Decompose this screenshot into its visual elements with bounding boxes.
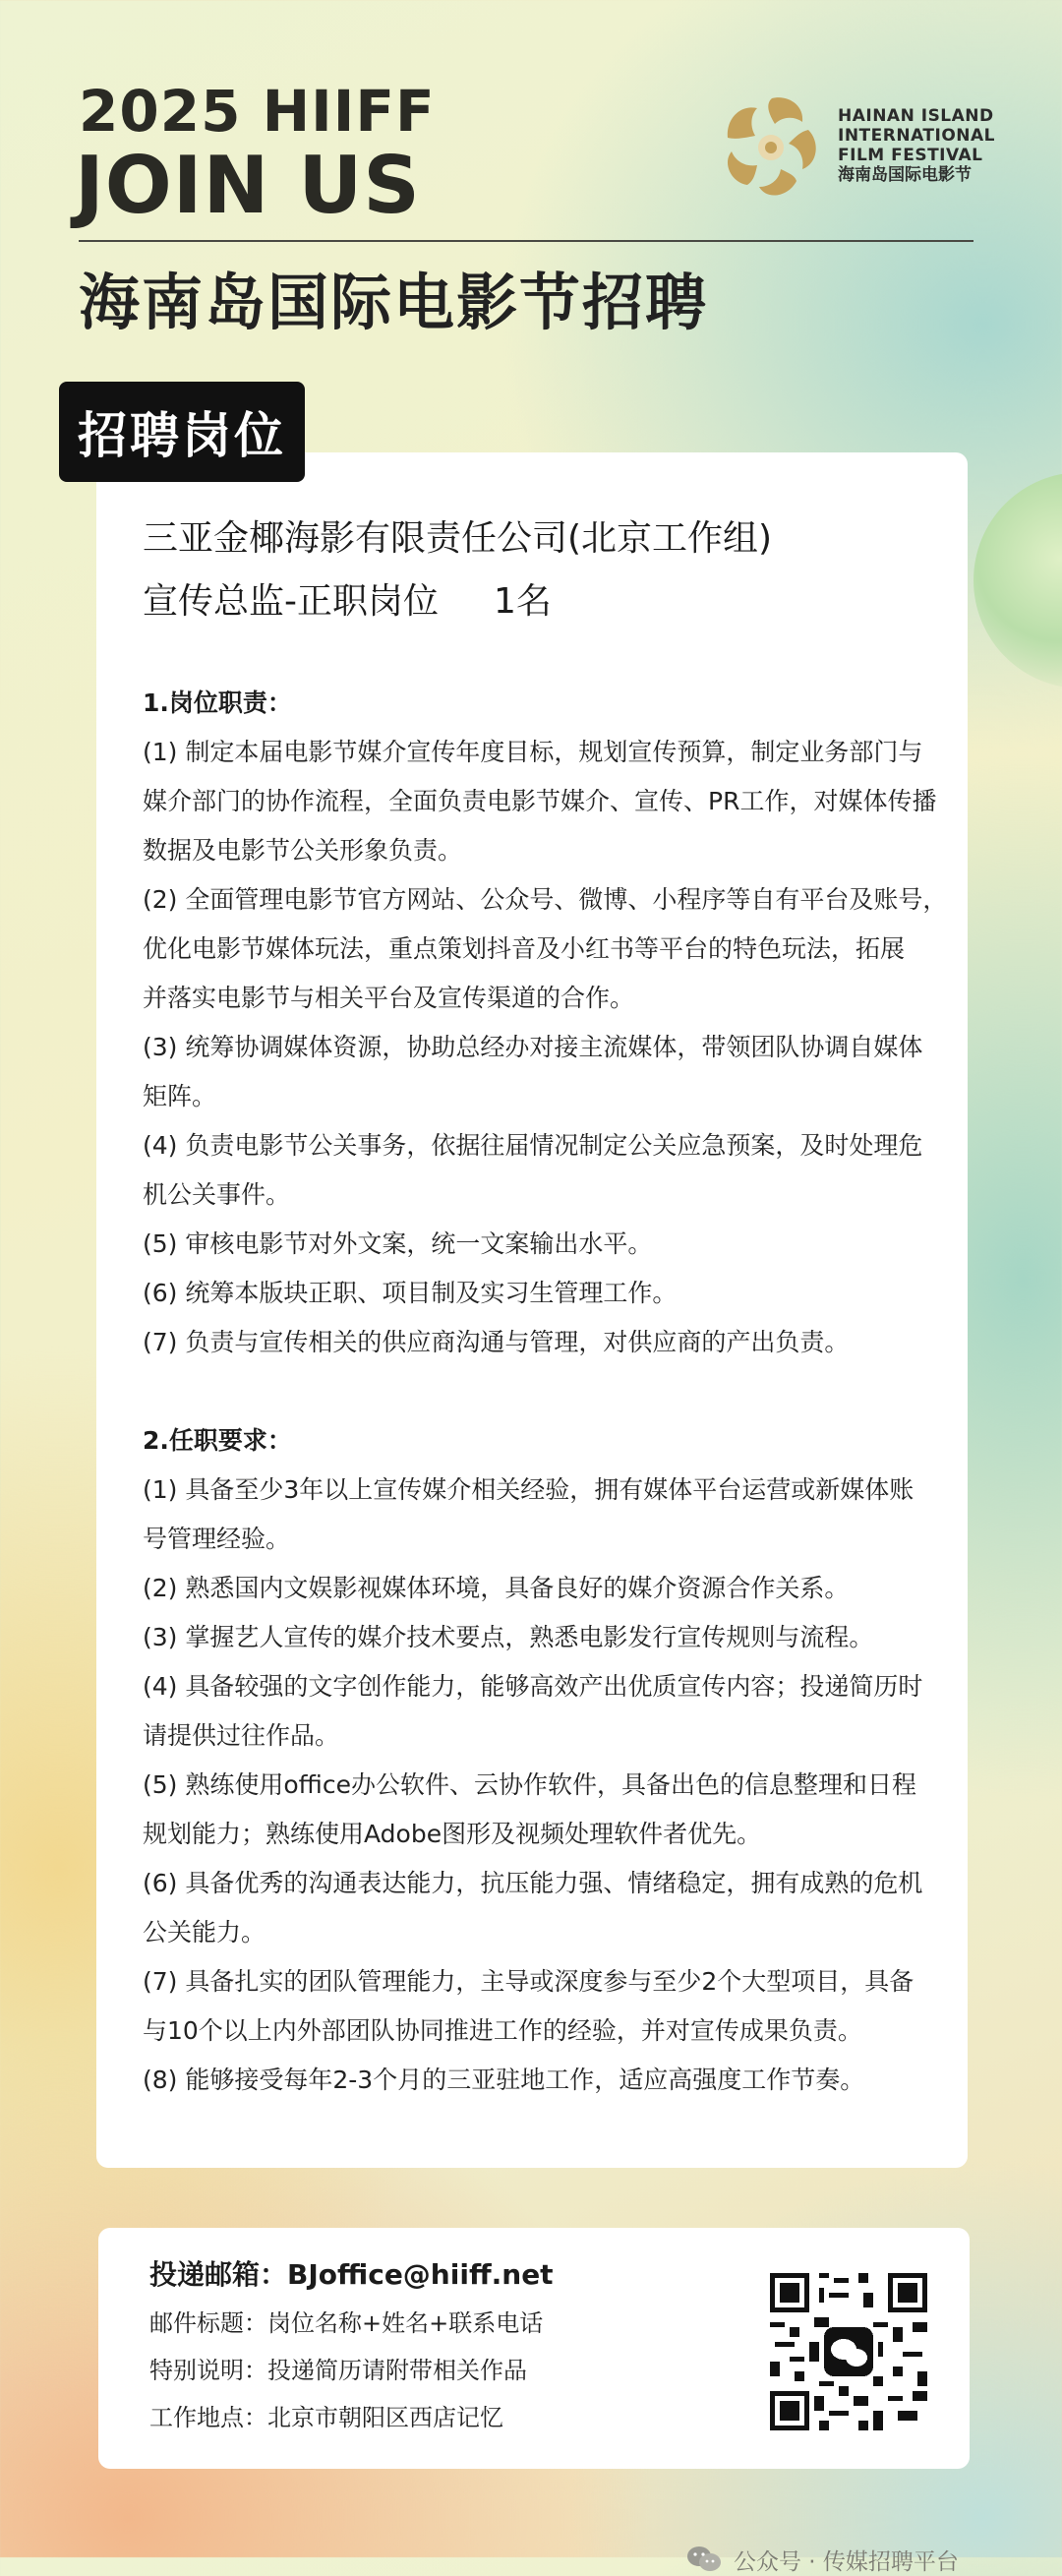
duty-line: 并落实电影节与相关平台及宣传渠道的合作。 [143,984,635,1012]
duty-line: 媒介部门的协作流程，全面负责电影节媒介、宣传、PR工作，对媒体传播 [143,787,937,815]
position-title [143,574,552,629]
header-divider [79,240,974,242]
duty-line: (6) 统筹本版块正职、项目制及实习生管理工作。 [143,1279,678,1307]
film-reel-flower-logo-icon [718,90,826,204]
contact-email[interactable]: 投递邮箱：BJoffice@hiiff.net [149,2258,554,2291]
requirement-line: (4) 具备较强的文字创作能力，能够高效产出优质宣传内容；投递简历时 [143,1672,923,1701]
requirement-line: (7) 具备扎实的团队管理能力，主导或深度参与至少2个大型项目，具备 [143,1967,914,1996]
requirements-title: 2.任职要求： [143,1426,292,1455]
duty-line: (1) 制定本届电影节媒介宣传年度目标，规划宣传预算，制定业务部门与 [143,738,923,766]
decorative-orb [974,472,1062,689]
duties-title: 1.岗位职责： [143,689,292,717]
footer-text: 公众号 · 传媒招聘平台 [734,2548,959,2575]
duty-line: 机公关事件。 [143,1180,291,1209]
footer [684,2543,959,2576]
contact-subject: 邮件标题：岗位名称+姓名+联系电话 [149,2309,544,2337]
page-title: 海南岛国际电影节招聘 [79,267,709,338]
duty-line: (7) 负责与宣传相关的供应商沟通与管理，对供应商的产出负责。 [143,1328,850,1356]
logo-line-2: INTERNATIONAL [838,126,996,146]
duty-line: (3) 统筹协调媒体资源，协助总经办对接主流媒体，带领团队协调自媒体 [143,1033,923,1061]
position-count: 1名 [494,581,552,622]
job-section-tag: 招聘岗位 [59,382,305,482]
requirement-line: (6) 具备优秀的沟通表达能力，抗压能力强、情绪稳定，拥有成熟的危机 [143,1869,923,1897]
header-year: 2025 HIIFF [79,78,436,145]
requirement-line: 与10个以上内外部团队协同推进工作的经验，并对宣传成果负责。 [143,2016,862,2045]
duty-line: 数据及电影节公关形象负责。 [143,836,463,865]
duty-line: (2) 全面管理电影节官方网站、公众号、微博、小程序等自有平台及账号， [143,885,948,914]
contact-location: 工作地点：北京市朝阳区西店记忆 [149,2404,503,2431]
logo-line-3: FILM FESTIVAL [838,146,983,165]
requirement-line: (5) 熟练使用office办公软件、云协作软件，具备出色的信息整理和日程 [143,1770,916,1799]
requirement-line: (3) 掌握艺人宣传的媒介技术要点，熟悉电影发行宣传规则与流程。 [143,1623,874,1651]
duty-line: (4) 负责电影节公关事务，依据往届情况制定公关应急预案，及时处理危 [143,1131,923,1160]
company-name: 三亚金椰海影有限责任公司(北京工作组) [143,518,773,559]
header-join: JOIN US [75,140,421,231]
wechat-qr-code-icon[interactable] [765,2268,932,2435]
requirement-line: 请提供过往作品。 [143,1721,340,1750]
logo-line-1: HAINAN ISLAND [838,106,994,126]
position-name: 宣传总监-正职岗位 [143,581,439,622]
requirement-line: 规划能力；熟练使用Adobe图形及视频处理软件者优先。 [143,1820,762,1848]
requirement-line: (1) 具备至少3年以上宣传媒介相关经验，拥有媒体平台运营或新媒体账 [143,1475,914,1504]
requirement-line: (2) 熟悉国内文娱影视媒体环境，具备良好的媒介资源合作关系。 [143,1574,850,1602]
logo-line-4: 海南岛国际电影节 [838,165,972,185]
contact-note: 特别说明：投递简历请附带相关作品 [149,2357,527,2384]
duty-line: 矩阵。 [143,1082,217,1110]
duties-section [143,679,948,1367]
duty-line: 优化电影节媒体玩法，重点策划抖音及小红书等平台的特色玩法，拓展 [143,934,906,963]
duty-line: (5) 审核电影节对外文案，统一文案输出水平。 [143,1229,653,1258]
requirements-section [143,1416,939,2105]
requirement-line: 号管理经验。 [143,1525,291,1553]
requirement-line: 公关能力。 [143,1918,266,1947]
requirement-line: (8) 能够接受每年2-3个月的三亚驻地工作，适应高强度工作节奏。 [143,2066,865,2094]
wechat-icon [684,2544,724,2575]
logo-text [838,106,995,185]
